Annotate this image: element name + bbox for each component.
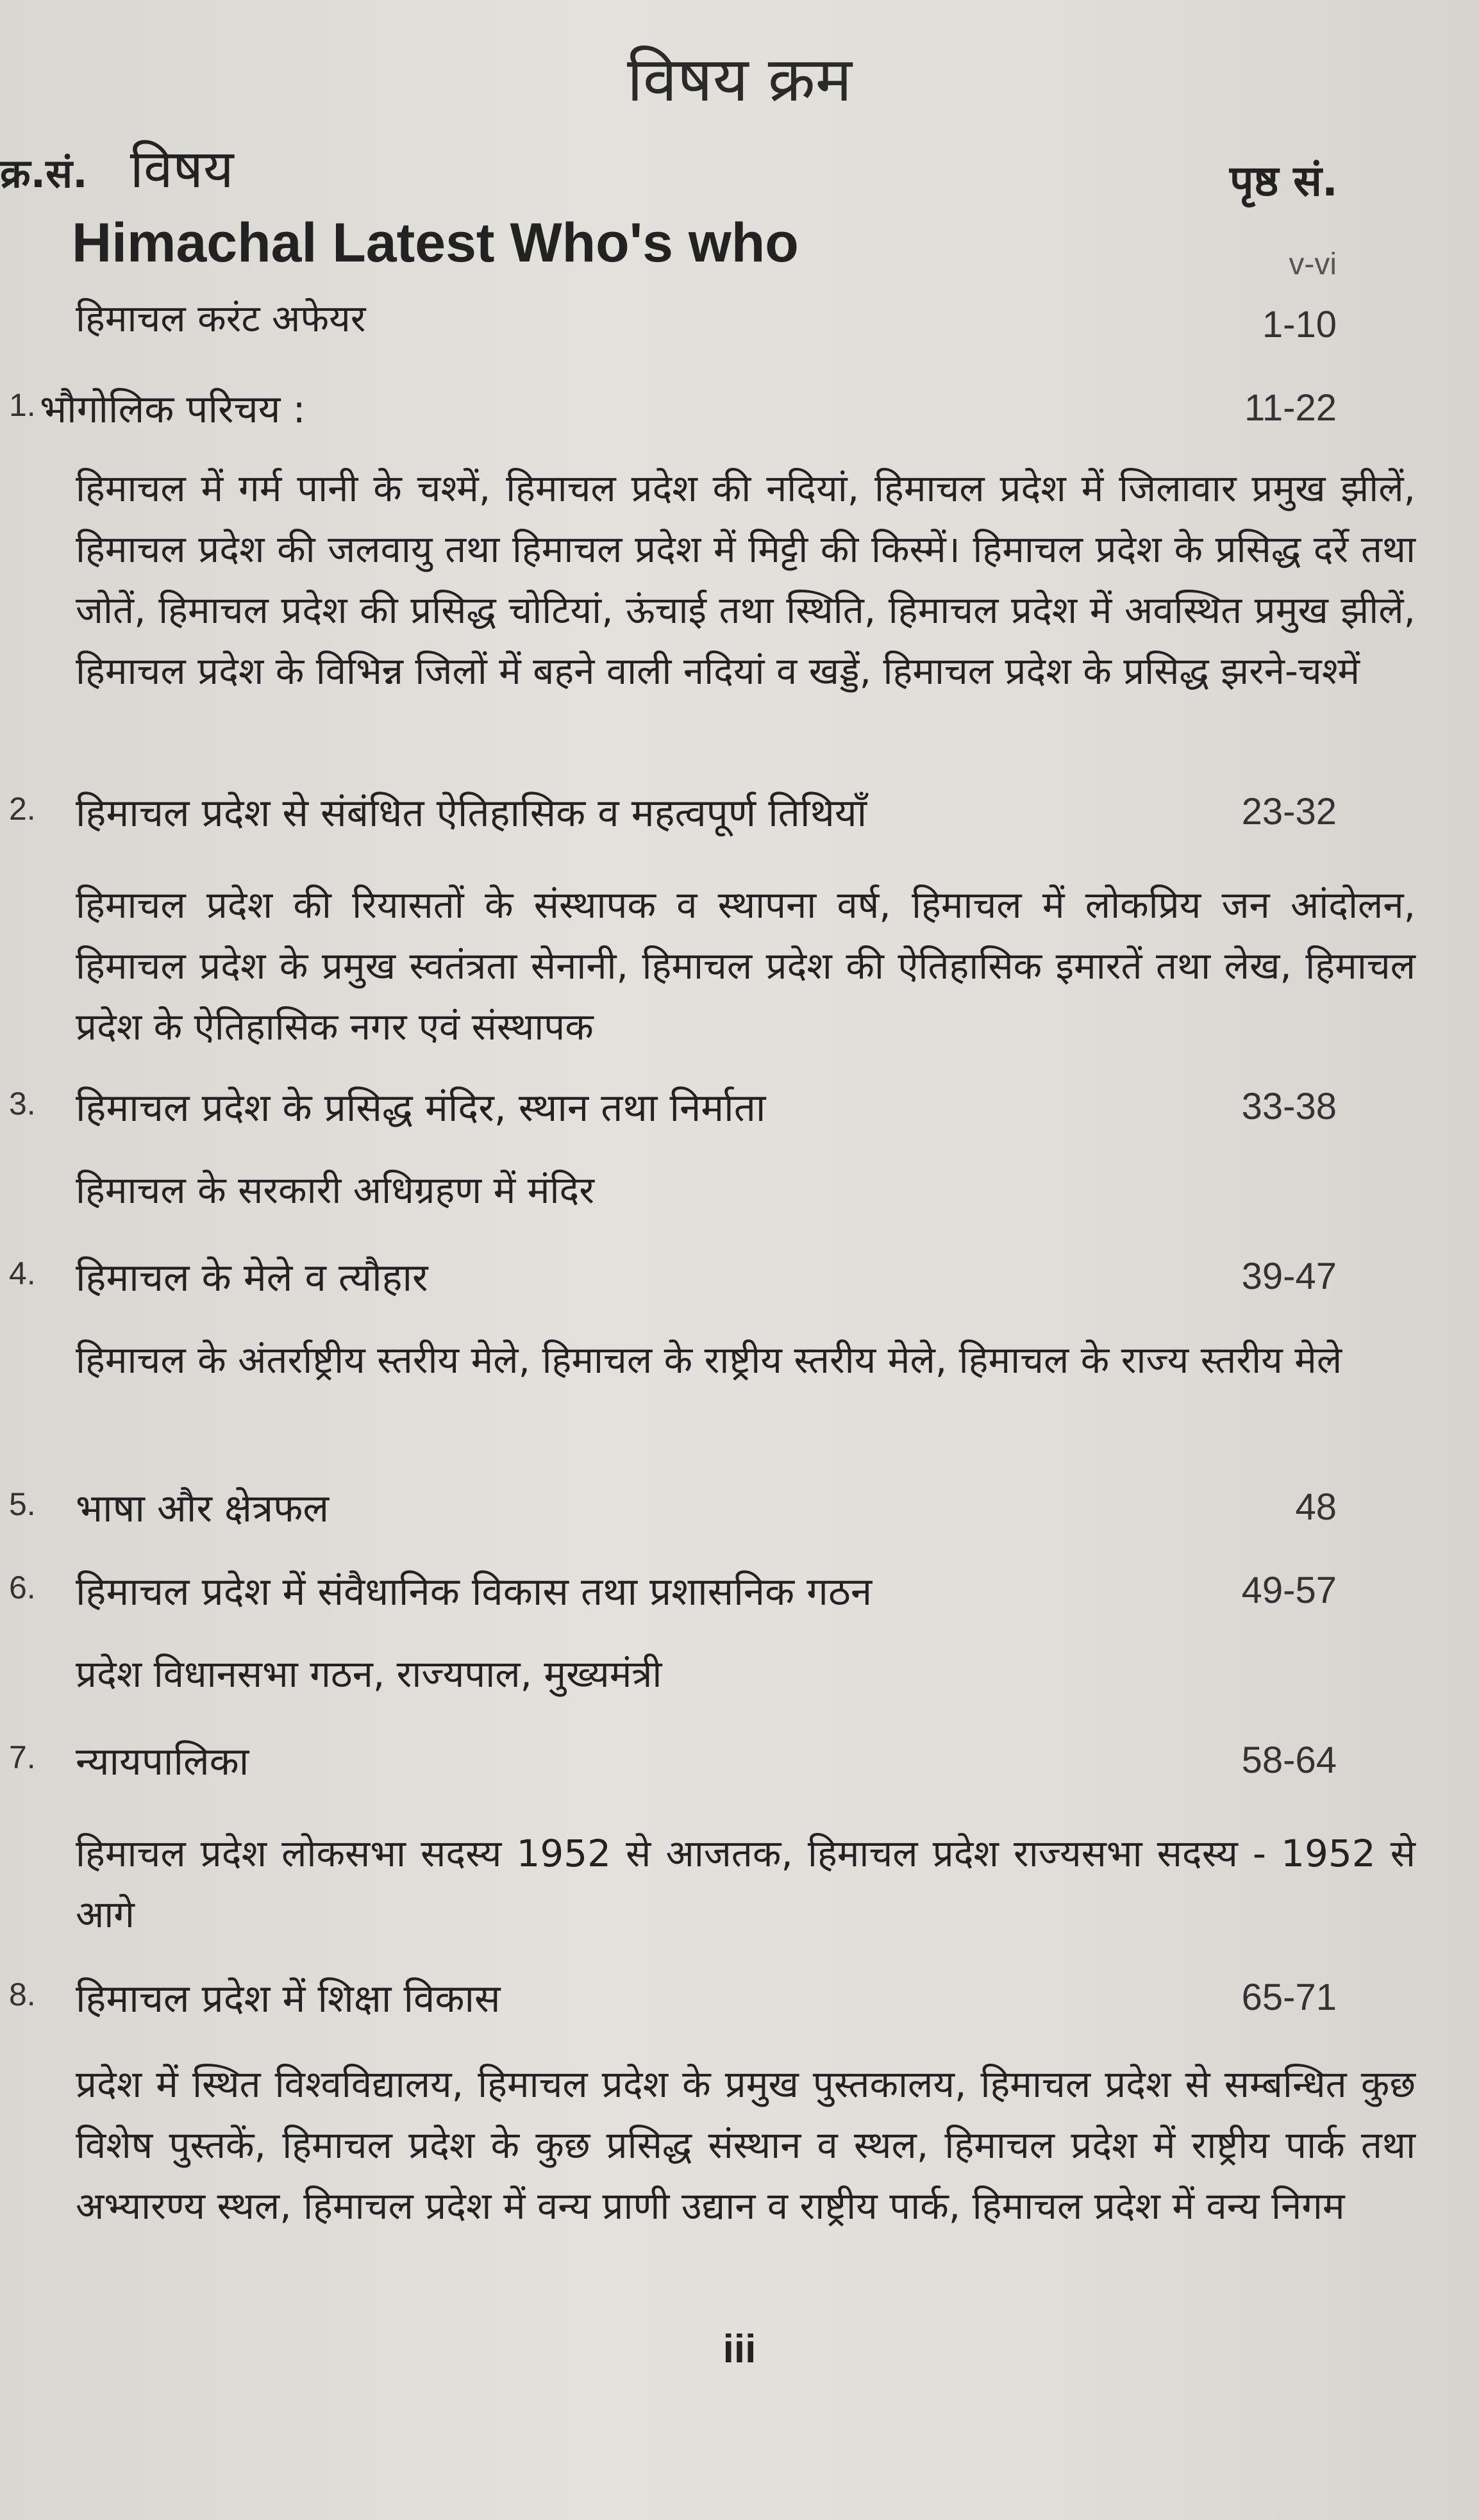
entry-description: प्रदेश में स्थित विश्वविद्यालय, हिमाचल प्रदेश के प्रमुख पुस्तकालय, हिमाचल प्रदेश से सम्बन्धित कुछ विशेष पुस्तकें, हिमाचल प्रदेश के कुछ प्रसिद्ध संस्थान व स्थल, हिमाचल प्रदेश में राष्ट्रीय पार्क तथा अभ्यारण्य स्थल, हिमाचल प्रदेश में वन्य प्राणी उद्यान व राष्ट्रीय पार्क, हिमाचल प्रदेश में वन्य निगम bbox=[76, 2062, 1416, 2228]
entry-title: भाषा और क्षेत्रफल bbox=[76, 1486, 330, 1531]
entry-number: 6. bbox=[9, 1570, 36, 1605]
entry-number: 1. bbox=[9, 387, 36, 423]
intro-entry-title: Himachal Latest Who's who bbox=[72, 212, 799, 274]
intro-entry-pages: v-vi bbox=[1289, 247, 1337, 281]
entry-number: 3. bbox=[9, 1086, 36, 1122]
entry-description: हिमाचल में गर्म पानी के चश्में, हिमाचल प्रदेश की नदियां, हिमाचल प्रदेश में जिलावार प्रमुख झीलें, हिमाचल प्रदेश की जलवायु तथा हिमाचल प्रदेश में मिट्टी की किस्में। हिमाचल प्रदेश के प्रसिद्ध दर्रे तथा जोतें, हिमाचल प्रदेश की प्रसिद्ध चोटियां, ऊंचाई तथा स्थिति, हिमाचल प्रदेश में अवस्थित प्रमुख झीलें, हिमाचल प्रदेश के विभिन्न जिलों में बहने वाली नदियां व खड्डें, हिमाचल प्रदेश के प्रसिद्ध झरने-चश्में bbox=[76, 467, 1416, 693]
entry-description: हिमाचल के सरकारी अधिग्रहण में मंदिर bbox=[76, 1168, 595, 1212]
entry-title: भौगोलिक परिचय : bbox=[40, 387, 306, 432]
column-header-left bbox=[0, 131, 234, 203]
page-number-label: पृष्ठ सं. bbox=[1229, 156, 1338, 206]
entry-title: न्यायपालिका bbox=[76, 1739, 249, 1784]
entry-description: हिमाचल प्रदेश लोकसभा सदस्य 1952 से आजतक, हिमाचल प्रदेश राज्यसभा सदस्य - 1952 से आगे bbox=[76, 1832, 1416, 1936]
entry-description: हिमाचल के अंतर्राष्ट्रीय स्तरीय मेले, हिमाचल के राष्ट्रीय स्तरीय मेले, हिमाचल के राज्य स्तरीय मेले bbox=[76, 1338, 1342, 1382]
entry-pages: 65-71 bbox=[1241, 1977, 1337, 2018]
entry-description: प्रदेश विधानसभा गठन, राज्यपाल, मुख्यमंत्री bbox=[76, 1652, 662, 1696]
entry-number: 5. bbox=[9, 1486, 36, 1522]
entry-pages: 58-64 bbox=[1241, 1739, 1337, 1781]
entry-pages: 48 bbox=[1295, 1486, 1337, 1528]
entry-pages: 49-57 bbox=[1241, 1570, 1337, 1611]
intro-entry-title: हिमाचल करंट अफेयर bbox=[76, 297, 366, 340]
entry-title: हिमाचल प्रदेश से संबंधित ऐतिहासिक व महत्वपूर्ण तिथियाँ bbox=[76, 791, 867, 836]
entry-number: 8. bbox=[9, 1977, 36, 2012]
intro-entry-pages: 1-10 bbox=[1262, 304, 1337, 345]
page-number: iii bbox=[723, 2327, 756, 2371]
entry-title: हिमाचल प्रदेश में संवैधानिक विकास तथा प्रशासनिक गठन bbox=[76, 1570, 873, 1614]
entry-number: 2. bbox=[9, 791, 36, 827]
subject-label: विषय bbox=[130, 139, 234, 200]
entry-title: हिमाचल प्रदेश के प्रसिद्ध मंदिर, स्थान तथा निर्माता bbox=[76, 1086, 766, 1131]
entry-pages: 39-47 bbox=[1241, 1256, 1337, 1297]
entry-pages: 23-32 bbox=[1241, 791, 1337, 833]
entry-pages: 33-38 bbox=[1241, 1086, 1337, 1127]
entry-title: हिमाचल प्रदेश में शिक्षा विकास bbox=[76, 1977, 501, 2021]
entry-pages: 11-22 bbox=[1244, 387, 1337, 429]
entry-title: हिमाचल के मेले व त्यौहार bbox=[76, 1256, 428, 1300]
entry-description: हिमाचल प्रदेश की रियासतों के संस्थापक व स्थापना वर्ष, हिमाचल में लोकप्रिय जन आंदोलन, हिमाचल प्रदेश के प्रमुख स्वतंत्रता सेनानी, हिमाचल प्रदेश की ऐतिहासिक इमारतें तथा लेख, हिमाचल प्रदेश के ऐतिहासिक नगर एवं संस्थापक bbox=[76, 883, 1416, 1049]
entry-number: 7. bbox=[9, 1739, 36, 1775]
entry-number: 4. bbox=[9, 1256, 36, 1291]
page-title: विषय क्रम bbox=[626, 44, 853, 115]
serial-number-label: क्र.सं. bbox=[0, 150, 88, 197]
